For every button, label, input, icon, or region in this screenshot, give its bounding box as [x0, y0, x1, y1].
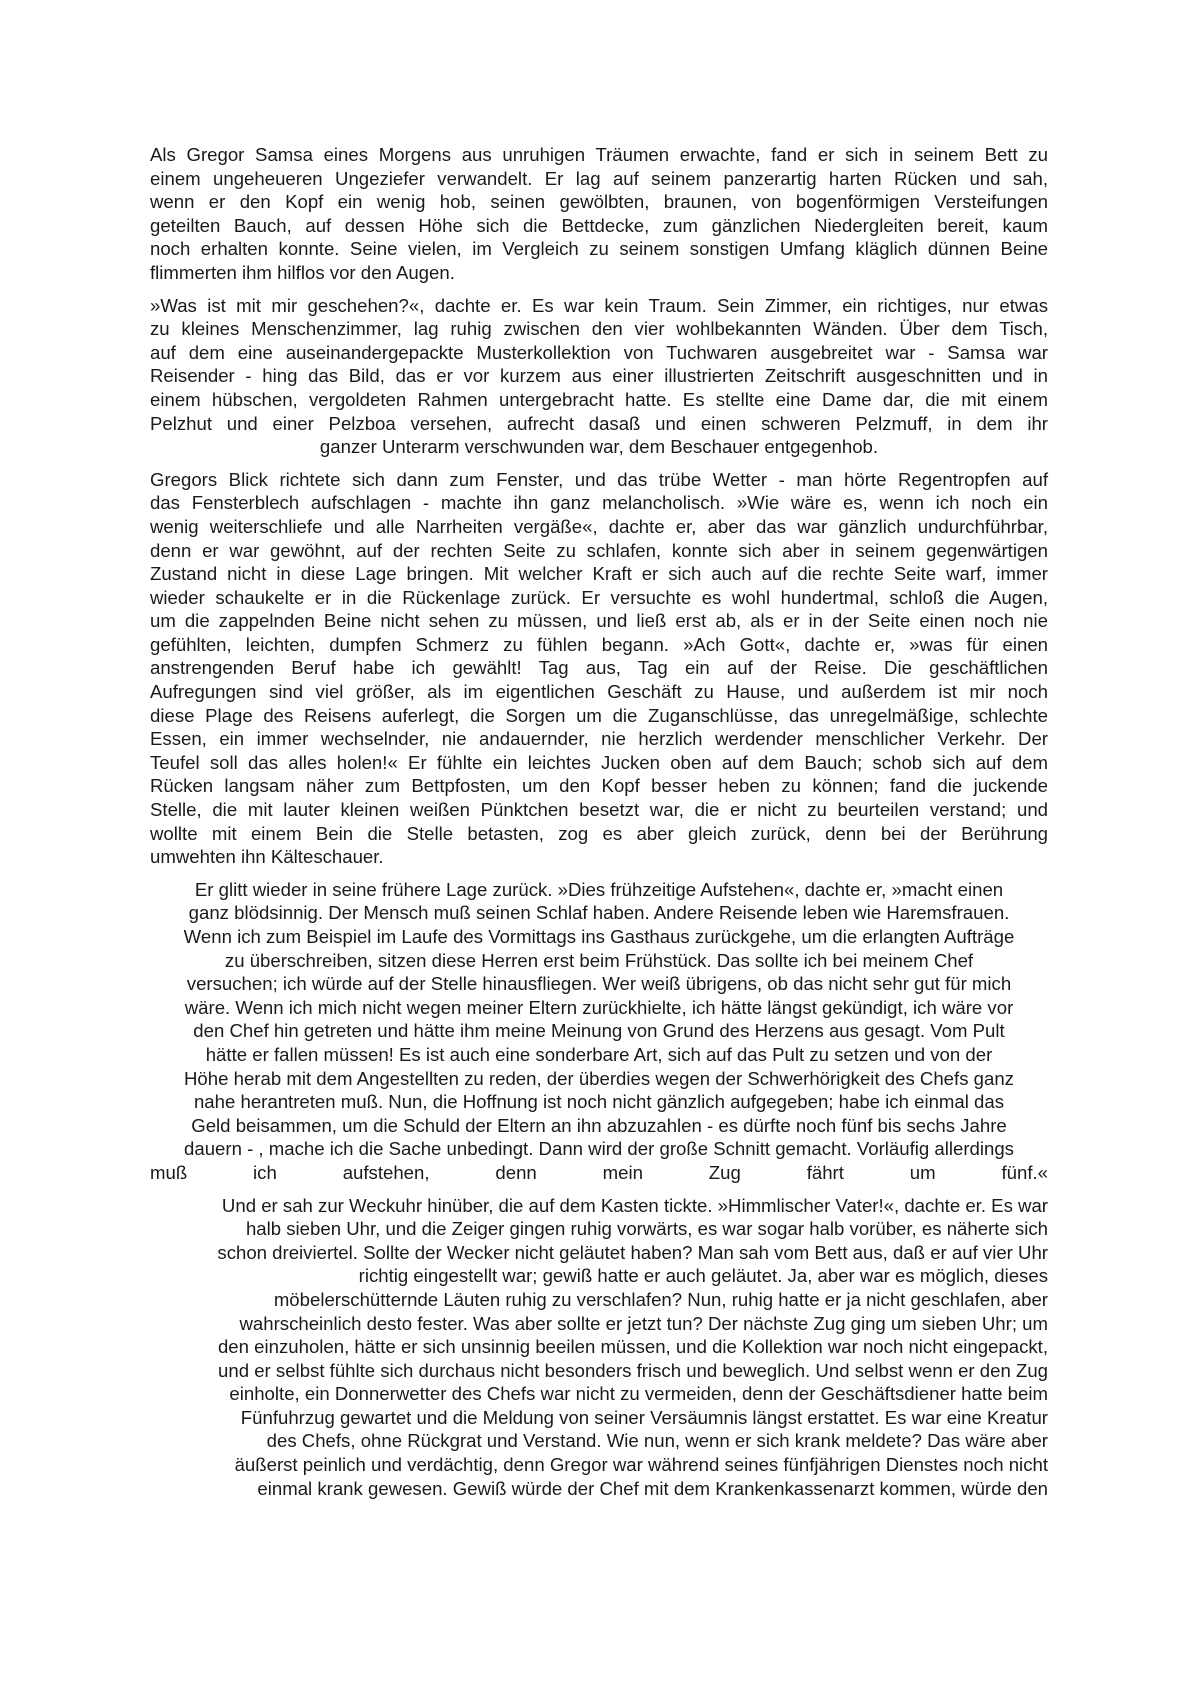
paragraph-3 [150, 468, 1048, 869]
text-line: wenig weiterschliefe und alle Narrheiten vergäße«, dachte er, aber das war gänzlich undurchführbar, [150, 515, 1048, 537]
text-line: Pelzhut und einer Pelzboa versehen, aufrecht dasaß und einen schweren Pelzmuff, in dem ihr [150, 412, 1048, 434]
text-line: um die zappelnden Beine nicht sehen zu müssen, und ließ erst ab, als er in der Seite einen noch nie [150, 610, 1048, 632]
text-line: zu überschreiben, sitzen diese Herren erst beim Frühstück. Das sollte ich bei meinem Chef [224, 949, 974, 971]
text-line: »Was ist mit mir geschehen?«, dachte er. Es war kein Traum. Sein Zimmer, ein richtiges, nur etwas [150, 294, 1048, 316]
text-line: auf dem eine auseinandergepackte Musterkollektion von Tuchwaren ausgebreitet war - Samsa war [150, 341, 1048, 363]
text-line: hätte er fallen müssen! Es ist auch eine sonderbare Art, sich auf das Pult zu setzen und von der [205, 1043, 993, 1065]
paragraph-4 [150, 878, 1048, 1185]
text-line: einem hübschen, vergoldeten Rahmen untergebracht hatte. Es stellte eine Dame dar, die mit einem [150, 388, 1048, 410]
text-line: möbelerschütternde Läuten ruhig zu verschlafen? Nun, ruhig hatte er ja nicht geschlafen, aber [273, 1288, 1048, 1310]
text-line: halb sieben Uhr, und die Zeiger gingen ruhig vorwärts, es war sogar halb vorüber, es näherte sich [245, 1218, 1048, 1240]
text-line: Essen, ein immer wechselnder, nie andauernder, nie herzlich werdender menschlicher Verkehr. Der [150, 728, 1048, 750]
paragraph-1 [150, 143, 1048, 285]
text-line: den einzuholen, hätte er sich unsinnig beeilen müssen, und die Kollektion war noch nicht eingepackt, [217, 1336, 1048, 1358]
text-line: ganz blödsinnig. Der Mensch muß seinen Schlaf haben. Andere Reisende leben wie Haremsfrauen. [188, 902, 1010, 924]
text-line: Geld beisammen, um die Schuld der Eltern an ihn abzuzahlen - es dürfte noch fünf bis sechs Jahre [191, 1114, 1007, 1136]
text-line: einmal krank gewesen. Gewiß würde der Chef mit dem Krankenkassenarzt kommen, würde den [257, 1477, 1048, 1499]
document-page [150, 143, 1048, 1509]
text-line: des Chefs, ohne Rückgrat und Verstand. Wie nun, wenn er sich krank meldete? Das wäre aber [266, 1430, 1048, 1452]
paragraph-5 [150, 1194, 1048, 1501]
text-line: muß ich aufstehen, denn mein Zug fährt um fünf.« [150, 1161, 1048, 1183]
text-line: Teufel soll das alles holen!« Er fühlte ein leichtes Jucken oben auf dem Bauch; schob sich auf dem [150, 751, 1048, 773]
text-line: das Fensterblech aufschlagen - machte ihn ganz melancholisch. »Wie wäre es, wenn ich noch ein [150, 492, 1048, 514]
text-line: wollte mit einem Bein die Stelle betasten, zog es aber gleich zurück, denn bei der Berührung [150, 822, 1048, 844]
text-line: diese Plage des Reisens auferlegt, die Sorgen um die Zuganschlüsse, das unregelmäßige, schlechte [150, 704, 1048, 726]
text-line: umwehten ihn Kälteschauer. [150, 846, 384, 868]
text-line: Gregors Blick richtete sich dann zum Fenster, und das trübe Wetter - man hörte Regentropfen auf [150, 468, 1048, 490]
text-line: wäre. Wenn ich mich nicht wegen meiner Eltern zurückhielte, ich hätte längst gekündigt, ich wäre vor [184, 996, 1014, 1018]
text-line: nahe herantreten muß. Nun, die Hoffnung ist noch nicht gänzlich aufgegeben; habe ich einmal das [193, 1091, 1005, 1113]
text-line: Höhe herab mit dem Angestellten zu reden, der überdies wegen der Schwerhörigkeit des Chefs ganz [184, 1067, 1014, 1089]
text-line: geteilten Bauch, auf dessen Höhe sich die Bettdecke, zum gänzlichen Niedergleiten bereit, kaum [150, 214, 1048, 236]
text-line: richtig eingestellt war; gewiß hatte er auch geläutet. Ja, aber war es möglich, dieses [358, 1265, 1048, 1287]
text-line: Und er sah zur Weckuhr hinüber, die auf dem Kasten tickte. »Himmlischer Vater!«, dachte er. Es war [221, 1194, 1048, 1216]
text-line: einem ungeheueren Ungeziefer verwandelt. Er lag auf seinem panzerartig harten Rücken und sah, [150, 167, 1048, 189]
text-line: zu kleines Menschenzimmer, lag ruhig zwischen den vier wohlbekannten Wänden. Über dem Tisch, [150, 318, 1048, 340]
text-line: Fünfuhrzug gewartet und die Meldung von seiner Versäumnis längst erstattet. Es war eine Kreatur [240, 1406, 1048, 1428]
text-line: flimmerten ihm hilflos vor den Augen. [150, 261, 455, 283]
text-line: ganzer Unterarm verschwunden war, dem Beschauer entgegenhob. [319, 436, 879, 458]
text-line: gefühlten, leichten, dumpfen Schmerz zu fühlen begann. »Ach Gott«, dachte er, »was für einen [150, 633, 1048, 655]
text-line: Er glitt wieder in seine frühere Lage zurück. »Dies frühzeitige Aufstehen«, dachte er, »macht einen [194, 878, 1004, 900]
text-line: Aufregungen sind viel größer, als im eigentlichen Geschäft zu Hause, und außerdem ist mir noch [150, 681, 1048, 703]
text-line: Als Gregor Samsa eines Morgens aus unruhigen Träumen erwachte, fand er sich in seinem Bett zu [150, 144, 1048, 165]
text-line: den Chef hin getreten und hätte ihm meine Meinung von Grund des Herzens aus gesagt. Vom Pult [193, 1020, 1005, 1042]
text-line: äußerst peinlich und verdächtig, denn Gregor war während seines fünfjährigen Dienstes noch nicht [234, 1454, 1048, 1476]
text-line: wieder schaukelte er in die Rückenlage zurück. Er versuchte es wohl hundertmal, schloß die Augen, [150, 586, 1048, 608]
text-line: noch erhalten konnte. Seine vielen, im Vergleich zu seinem sonstigen Umfang kläglich dünnen Beine [150, 238, 1048, 260]
text-line: und er selbst fühlte sich durchaus nicht besonders frisch und beweglich. Und selbst wenn er den Zug [218, 1359, 1048, 1381]
text-line: Rücken langsam näher zum Bettpfosten, um den Kopf besser heben zu können; fand die juckende [150, 775, 1048, 797]
text-line: anstrengenden Beruf habe ich gewählt! Tag aus, Tag ein auf der Reise. Die geschäftlichen [150, 657, 1048, 679]
text-line: dauern - , mache ich die Sache unbedingt. Dann wird der große Schnitt gemacht. Vorläufig allerdings [184, 1138, 1014, 1160]
text-line: Zustand nicht in diese Lage bringen. Mit welcher Kraft er sich auch auf die rechte Seite warf, immer [150, 563, 1048, 585]
text-line: einholte, ein Donnerwetter des Chefs war nicht zu vermeiden, denn der Geschäftsdiener hatte beim [229, 1383, 1048, 1405]
text-line: denn er war gewöhnt, auf der rechten Seite zu schlafen, konnte sich aber in seinem gegenwärtigen [150, 539, 1048, 561]
text-line: Stelle, die mit lauter kleinen weißen Pünktchen besetzt war, die er nicht zu beurteilen verstand; und [150, 799, 1048, 821]
text-line: Wenn ich zum Beispiel im Laufe des Vormittags ins Gasthaus zurückgehe, um die erlangten Aufträge [183, 926, 1015, 947]
text-line: schon dreiviertel. Sollte der Wecker nicht geläutet haben? Man sah vom Bett aus, daß er auf vier Uhr [217, 1241, 1048, 1263]
text-line: Reisender - hing das Bild, das er vor kurzem aus einer illustrierten Zeitschrift ausgeschnitten und in [150, 365, 1048, 387]
paragraph-2 [150, 294, 1048, 459]
text-line: wahrscheinlich desto fester. Was aber sollte er jetzt tun? Der nächste Zug ging um sieben Uhr; um [239, 1312, 1048, 1334]
text-line: versuchen; ich würde auf der Stelle hinausfliegen. Wer weiß übrigens, ob das nicht sehr gut für mich [186, 973, 1012, 995]
text-line: wenn er den Kopf ein wenig hob, seinen gewölbten, braunen, von bogenförmigen Versteifungen [150, 191, 1048, 213]
